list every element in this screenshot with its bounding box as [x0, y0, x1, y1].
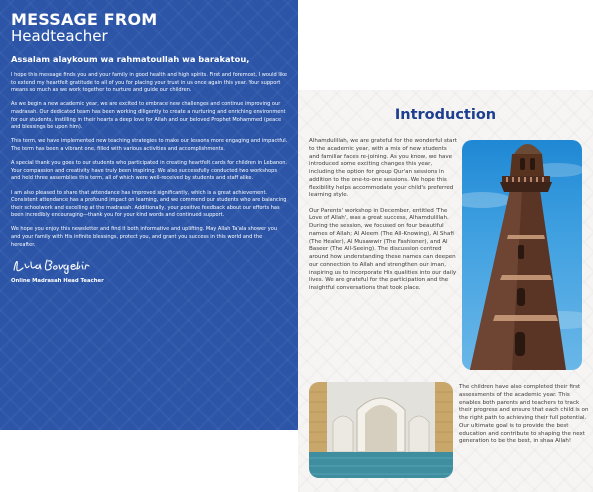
message-paragraph: A special thank you goes to our students who participated in creating heartfelt cards for children in Lebanon. Your compassion and creativity have truly been inspiring. We also successfully conducted two workshops and held three assemblies this term, all of which were well-received by students and staff alike. — [11, 160, 288, 182]
introduction-column-2: The children have also completed their first assessments of the academic year. This enables both parents and teachers to track their progress and ensure that each child is on the right path to achieving their full potential. Our ultimate goal is to provide the best education and contribute to shaping the next generation to be the best, in shaa Allah! — [459, 384, 589, 445]
minaret-photo — [462, 140, 582, 370]
message-subtitle: Headteacher — [11, 27, 108, 45]
introduction-column-1 — [309, 138, 457, 301]
message-paragraph: I am also pleased to share that attendance has improved significantly, which is a great achievement. Consistent attendance has a profound impact on learning, and we commend our students who are balancing their schoolwork and excelling at the madrasah. Additionally, your positive feedback about our efforts has been incredibly encouraging—thank you for your kind words and continued support. — [11, 189, 287, 219]
greeting: Assalam alaykoum wa rahmatoullah wa barakatou, — [11, 54, 250, 64]
message-paragraph: This term, we have implemented new teaching strategies to make our lessons more engaging and impactful. The term has been a vibrant one, filled with various activities and accomplishments. — [11, 138, 288, 152]
message-title: MESSAGE FROM — [11, 10, 158, 29]
signature-graphic — [11, 256, 91, 274]
handwritten-signature — [11, 256, 288, 278]
mosque-interior-photo — [309, 382, 453, 478]
message-paragraph: We hope you enjoy this newsletter and find it both informative and uplifting. May Allah Ta'ala shower you and your family with His infinite blessings, protect you, and grant you success in this world and the hereafter. — [11, 226, 278, 248]
signature-title: Online Madrasah Head Teacher — [11, 277, 104, 284]
headteacher-message-page — [0, 0, 298, 430]
intro-paragraph: Alhamdulillah, we are grateful for the wonderful start to the academic year, with a mix of new students and familiar faces re-joining. As you know, we have introduced some exciting changes this year, including the option for group Qur'an sessions in addition to the one-to-one sessions. We hope this flexibility helps accommodate your child's preferred learning style. — [309, 138, 457, 199]
intro-paragraph: Our Parents' workshop in December, entitled 'The Love of Allah', was a great success, Alhamdulillah. During the session, we focused on four beautiful names of Allah; Al Aleem (The All-Knowing), Al Shafi (The Healer), Al Musawwir (The Fashioner), and Al Baseer (The All-Seeing). The discussion centred around how understanding these names can deepen our connection to Allah and strengthen our iman, inspiring us to incorporate His qualities into our daily lives. We are grateful for the participation and the insightful conversations that took place. — [309, 207, 457, 292]
introduction-heading: Introduction — [394, 107, 497, 123]
message-paragraph: I hope this message finds you and your family in good health and high spirits. First and foremost, I would like to extend my heartfelt gratitude to all of you for placing your trust in us once again this year. Your support means so much as we work together to nurture and guide our children. — [11, 72, 287, 94]
message-paragraph: As we begin a new academic year, we are excited to embrace new challenges and continue improving our madrasah. Our dedicated team has been working diligently to create a nurturing and enriching environment for our students, instilling in their hearts a deep love for Allah and our beloved Prophet Mohammed (peace and blessings be upon him). — [11, 101, 286, 131]
